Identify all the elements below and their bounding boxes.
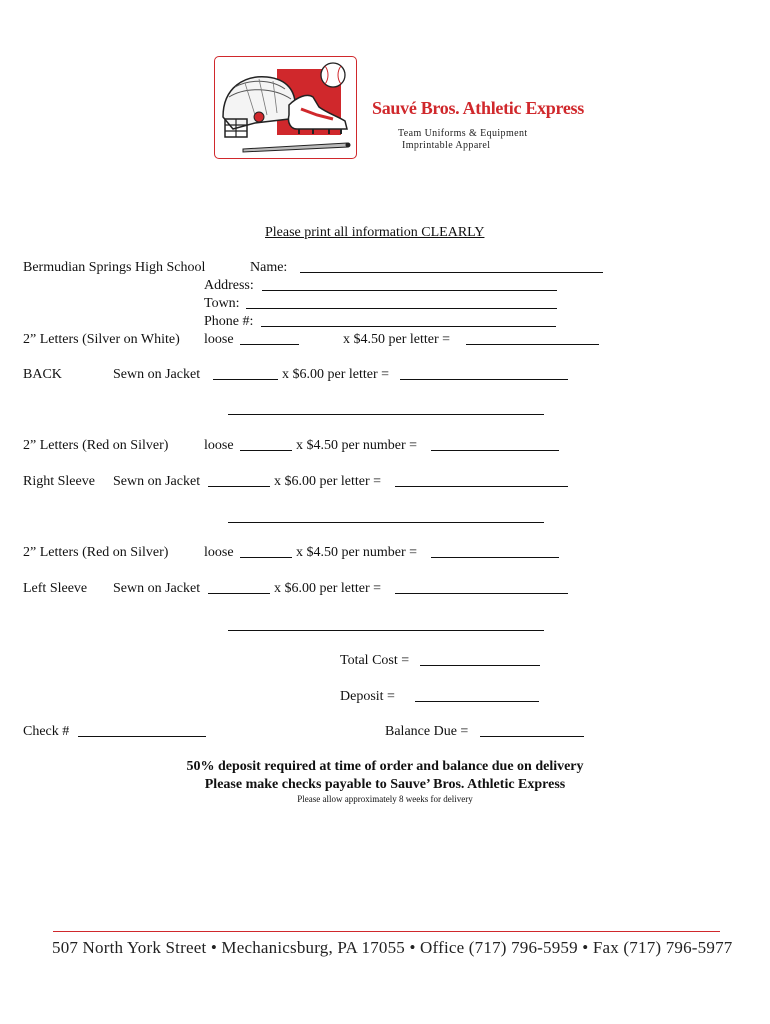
back-letters-label: 2” Letters (Silver on White) [23, 332, 180, 347]
right-sleeve-sewn-total-field[interactable] [395, 486, 568, 487]
footer-divider [53, 931, 720, 932]
right-sleeve-letters-label: 2” Letters (Red on Silver) [23, 438, 169, 453]
left-sleeve-section-label: Left Sleeve [23, 581, 88, 596]
phone-field[interactable] [261, 326, 556, 327]
left-sleeve-extra-line[interactable] [228, 630, 544, 631]
town-field[interactable] [246, 308, 557, 309]
back-sewn-total-field[interactable] [400, 379, 568, 380]
right-sleeve-loose-rate: x $4.50 per number = [296, 438, 418, 453]
right-sleeve-sewn-qty-field[interactable] [208, 486, 270, 487]
address-label: Address: [204, 278, 254, 293]
deposit-note: 50% deposit required at time of order and balance due on delivery [186, 759, 584, 774]
right-sleeve-loose-qty-field[interactable] [240, 450, 292, 451]
balance-due-label: Balance Due = [385, 724, 469, 739]
back-sewn-rate: x $6.00 per letter = [282, 367, 390, 382]
left-sleeve-sewn-label: Sewn on Jacket [113, 581, 201, 596]
check-number-field[interactable] [78, 736, 206, 737]
right-sleeve-loose-label: loose [204, 438, 234, 453]
left-sleeve-loose-rate: x $4.50 per number = [296, 545, 418, 560]
deposit-field[interactable] [415, 701, 539, 702]
left-sleeve-letters-label: 2” Letters (Red on Silver) [23, 545, 169, 560]
back-extra-line[interactable] [228, 414, 544, 415]
payable-note: Please make checks payable to Sauve’ Bros. Athletic Express [204, 777, 566, 792]
right-sleeve-loose-total-field[interactable] [431, 450, 559, 451]
right-sleeve-extra-line[interactable] [228, 522, 544, 523]
right-sleeve-section-label: Right Sleeve [23, 474, 95, 489]
left-sleeve-sewn-total-field[interactable] [395, 593, 568, 594]
total-cost-field[interactable] [420, 665, 540, 666]
town-label: Town: [204, 296, 240, 311]
address-field[interactable] [262, 290, 557, 291]
deposit-label: Deposit = [340, 689, 395, 704]
name-label: Name: [250, 260, 288, 275]
name-field[interactable] [300, 272, 603, 273]
logo-graphic [215, 57, 356, 158]
logo-box [214, 56, 357, 159]
phone-label: Phone #: [204, 314, 254, 329]
footer-address: 507 North York Street • Mechanicsburg, PA 17055 • Office (717) 796-5959 • Fax (717) 796-5977 [52, 938, 733, 957]
back-loose-total-field[interactable] [466, 344, 599, 345]
brand-name: Sauvé Bros. Athletic Express [372, 98, 584, 118]
right-sleeve-sewn-rate: x $6.00 per letter = [274, 474, 382, 489]
baseball-icon [321, 63, 345, 87]
brand-tagline-apparel: Imprintable Apparel [402, 140, 491, 151]
back-loose-rate: x $4.50 per letter = [343, 332, 451, 347]
left-sleeve-loose-total-field[interactable] [431, 557, 559, 558]
back-section-label: BACK [23, 367, 62, 382]
bat-icon [243, 143, 351, 153]
print-clearly-instruction: Please print all information CLEARLY [265, 225, 485, 240]
left-sleeve-loose-label: loose [204, 545, 234, 560]
delivery-note: Please allow approximately 8 weeks for delivery [297, 794, 473, 804]
right-sleeve-sewn-label: Sewn on Jacket [113, 474, 201, 489]
total-cost-label: Total Cost = [340, 653, 410, 668]
back-sewn-qty-field[interactable] [213, 379, 278, 380]
left-sleeve-sewn-rate: x $6.00 per letter = [274, 581, 382, 596]
brand-tagline-uniforms: Team Uniforms & Equipment [398, 128, 528, 139]
check-number-label: Check # [23, 724, 70, 739]
left-sleeve-sewn-qty-field[interactable] [208, 593, 270, 594]
left-sleeve-loose-qty-field[interactable] [240, 557, 292, 558]
school-name: Bermudian Springs High School [23, 260, 206, 275]
back-loose-label: loose [204, 332, 234, 347]
back-loose-qty-field[interactable] [240, 344, 299, 345]
balance-due-field[interactable] [480, 736, 584, 737]
back-sewn-label: Sewn on Jacket [113, 367, 201, 382]
